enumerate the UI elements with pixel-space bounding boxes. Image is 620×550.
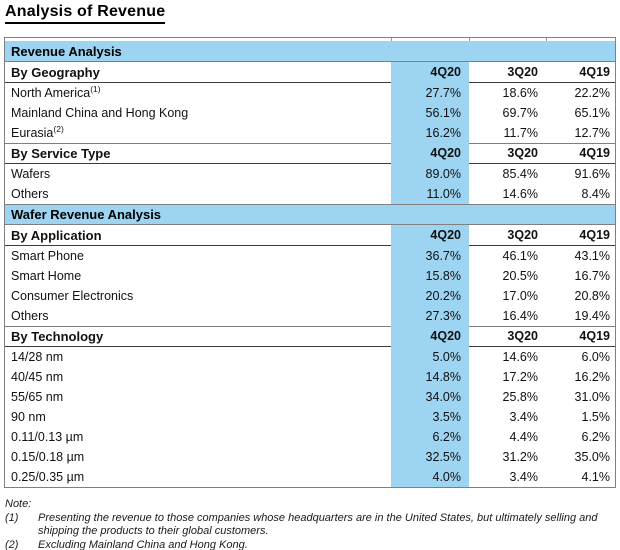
value-cell: 1.5% (581, 410, 610, 424)
value-cell: 16.7% (574, 269, 610, 283)
subheader-row (5, 143, 615, 164)
table-row (5, 286, 615, 306)
value-cell: 3.4% (509, 410, 538, 424)
table-row (5, 387, 615, 407)
value-cell: 11.7% (503, 126, 538, 140)
row-label: 40/45 nm (11, 370, 64, 384)
table-row (5, 407, 615, 427)
column-header: 4Q20 (391, 143, 469, 164)
row-label: 14/28 nm (11, 350, 64, 364)
value-cell: 4.0% (391, 467, 469, 487)
row-label: Consumer Electronics (11, 289, 134, 303)
table-row (5, 447, 615, 467)
table-row (5, 306, 615, 326)
table-row (5, 427, 615, 447)
note-number: (1) (5, 511, 19, 524)
column-header: 4Q19 (579, 329, 610, 343)
value-cell: 14.8% (391, 367, 469, 387)
value-cell: 31.0% (574, 390, 610, 404)
subheader-row (5, 225, 615, 246)
value-cell: 6.0% (581, 350, 610, 364)
row-label: Wafers (11, 167, 51, 181)
value-cell: 20.8% (574, 289, 610, 303)
row-label: Eurasia$^{(2)}$ (11, 123, 64, 140)
value-cell: 6.2% (581, 430, 610, 444)
value-cell: 17.0% (502, 289, 538, 303)
value-cell: 46.1% (502, 249, 538, 263)
section-header-row (5, 41, 615, 62)
value-cell: 20.5% (502, 269, 538, 283)
value-cell: 14.6% (502, 187, 538, 201)
value-cell: 91.6% (574, 167, 610, 181)
row-label: Others (11, 309, 49, 323)
value-cell: 5.0% (391, 347, 469, 367)
value-cell: 36.7% (391, 246, 469, 266)
note-text: Excluding Mainland China and Hong Kong. (38, 538, 248, 550)
column-header: 4Q20 (391, 326, 469, 347)
row-label: Smart Phone (11, 249, 84, 263)
subheader-row (5, 62, 615, 83)
value-cell: 3.5% (391, 407, 469, 427)
value-cell: 16.2% (574, 370, 610, 384)
row-label: 0.15/0.18 µm (11, 450, 85, 464)
value-cell: 3.4% (509, 470, 538, 484)
value-cell: 4.4% (509, 430, 538, 444)
value-cell: 31.2% (502, 450, 538, 464)
value-cell: 14.6% (502, 350, 538, 364)
table-row (5, 123, 615, 143)
subheader-row (5, 326, 615, 347)
value-cell: 85.4% (502, 167, 538, 181)
subheader-label: By Geography (11, 64, 100, 80)
subheader-label: By Application (11, 227, 102, 243)
value-cell: 16.2% (391, 123, 469, 143)
column-header: 4Q19 (579, 146, 610, 160)
value-cell: 18.6% (502, 86, 538, 100)
column-header: 4Q19 (579, 64, 610, 79)
value-cell: 69.7% (502, 106, 538, 120)
value-cell: 43.1% (574, 249, 610, 263)
column-header: 4Q19 (579, 227, 610, 242)
value-cell: 34.0% (391, 387, 469, 407)
footnote-ref: (1) (90, 83, 101, 94)
column-header: 4Q20 (391, 225, 469, 246)
value-cell: 89.0% (391, 164, 469, 184)
footnotes (5, 498, 611, 550)
note-number: (2) (5, 538, 19, 550)
table-row (5, 467, 615, 487)
table-row (5, 164, 615, 184)
row-label: 0.25/0.35 µm (11, 470, 85, 484)
note-text: Presenting the revenue to those companies whose headquarters are in the United States, but ultimately selling and shipping the products to their global customers. (38, 511, 598, 537)
section-title: Revenue Analysis (11, 43, 122, 59)
note-item (5, 539, 611, 550)
value-cell: 19.4% (574, 309, 610, 323)
page-title: Analysis of Revenue (5, 3, 165, 24)
column-header: 3Q20 (507, 64, 538, 79)
table-row (5, 184, 615, 204)
value-cell: 6.2% (391, 427, 469, 447)
value-cell: 27.3% (391, 306, 469, 326)
value-cell: 16.4% (502, 309, 538, 323)
value-cell: 20.2% (391, 286, 469, 306)
section-header-row (5, 204, 615, 225)
column-header: 4Q20 (391, 62, 469, 83)
value-cell: 15.8% (391, 266, 469, 286)
value-cell: 65.1% (574, 106, 610, 120)
table-row (5, 246, 615, 266)
value-cell: 17.2% (502, 370, 538, 384)
table-row (5, 266, 615, 286)
value-cell: 32.5% (391, 447, 469, 467)
revenue-table (4, 37, 616, 488)
table-row (5, 347, 615, 367)
row-label: 0.11/0.13 µm (11, 430, 84, 444)
table-row (5, 367, 615, 387)
value-cell: 12.7% (574, 126, 610, 140)
subheader-label: By Technology (11, 329, 104, 344)
value-cell: 22.2% (574, 86, 610, 100)
row-label: Smart Home (11, 269, 82, 283)
value-cell: 25.8% (502, 390, 538, 404)
value-cell: 27.7% (391, 83, 469, 103)
row-label: 55/65 nm (11, 390, 64, 404)
value-cell: 4.1% (581, 470, 610, 484)
row-label: North America$^{(1)}$ (11, 83, 101, 100)
value-cell: 35.0% (574, 450, 610, 464)
value-cell: 11.0% (391, 184, 469, 204)
section-title: Wafer Revenue Analysis (11, 207, 162, 222)
note-item (5, 512, 611, 539)
table-body (5, 41, 615, 487)
note-title: Note: (5, 498, 32, 510)
value-cell: 56.1% (391, 103, 469, 123)
row-label: Mainland China and Hong Kong (11, 106, 189, 120)
subheader-label: By Service Type (11, 146, 111, 161)
column-header: 3Q20 (507, 227, 538, 242)
value-cell: 8.4% (581, 187, 610, 201)
footnote-ref: (2) (53, 123, 64, 134)
column-header: 3Q20 (507, 329, 538, 343)
note-list (5, 512, 611, 550)
table-row (5, 83, 615, 103)
column-header: 3Q20 (507, 146, 538, 160)
table-row (5, 103, 615, 123)
row-label: Others (11, 187, 49, 201)
row-label: 90 nm (11, 410, 46, 424)
